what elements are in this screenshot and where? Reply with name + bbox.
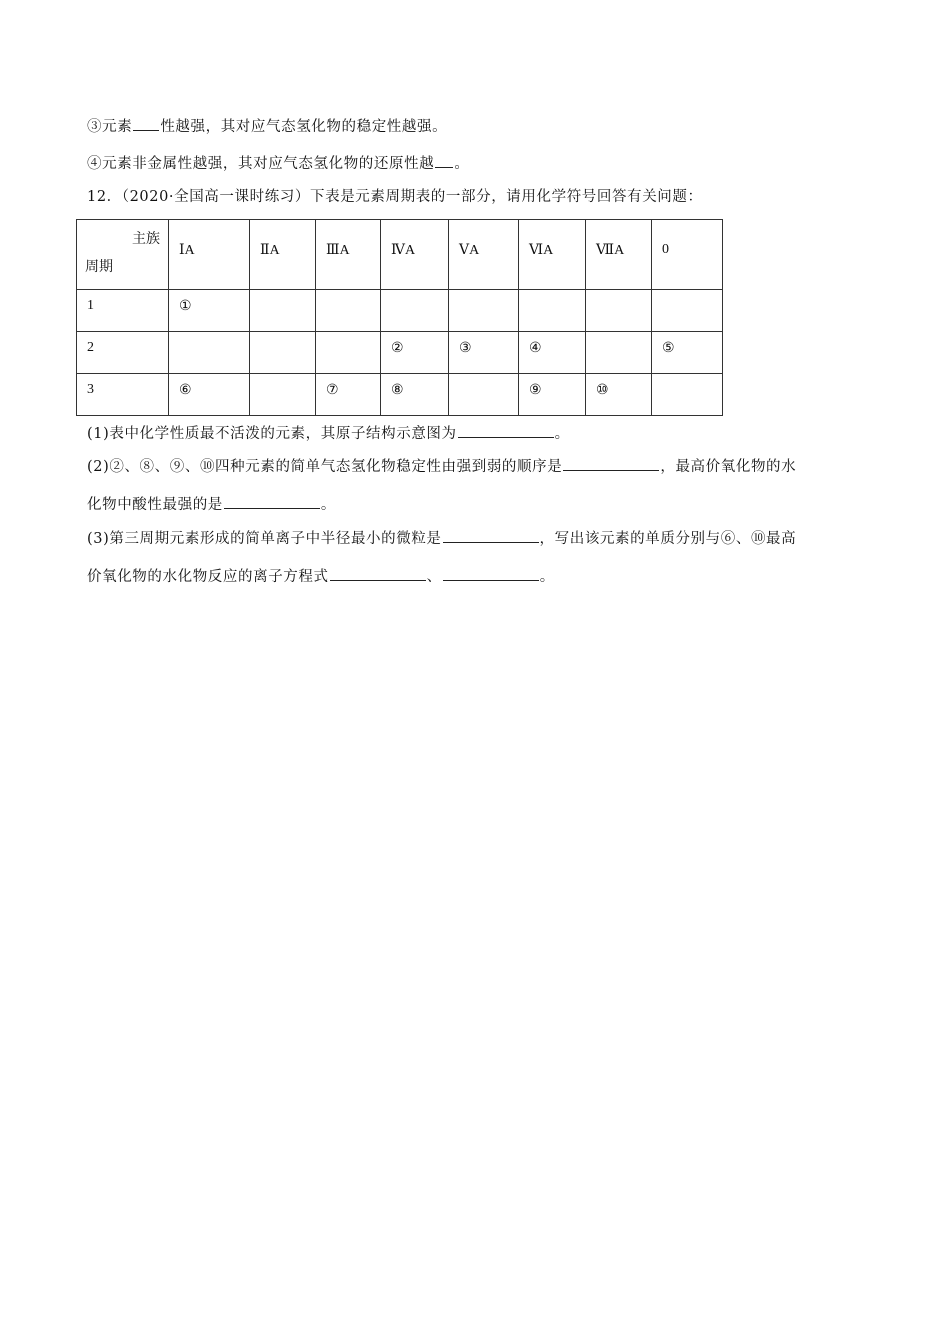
table-cell (381, 290, 449, 332)
table-cell (449, 290, 519, 332)
group-header: ⅡA (250, 220, 316, 290)
answer-blank[interactable] (224, 494, 320, 509)
table-cell (652, 290, 723, 332)
table-cell: ⑥ (169, 374, 250, 416)
answer-blank[interactable] (458, 423, 554, 438)
group-header: ⅥA (519, 220, 586, 290)
question-3-line-1 (87, 528, 796, 549)
question-2-line-2 (87, 494, 336, 515)
period-label: 1 (77, 290, 169, 332)
corner-period-label: 周期 (85, 260, 113, 275)
question-3-line-2 (87, 566, 555, 587)
question-2-text-2: 化物中酸性最强的是 (87, 497, 223, 513)
group-header: ⅠA (169, 220, 250, 290)
corner-cell (77, 220, 169, 290)
table-cell (169, 332, 250, 374)
table-cell: ⑧ (381, 374, 449, 416)
question-3-cont: ，写出该元素的单质分别与⑥、⑩最高 (539, 531, 797, 547)
table-cell (250, 374, 316, 416)
table-cell (250, 290, 316, 332)
table-cell: ② (381, 332, 449, 374)
periodic-table (76, 219, 723, 416)
period-label: 3 (77, 374, 169, 416)
group-header: ⅤA (449, 220, 519, 290)
table-cell (652, 374, 723, 416)
answer-blank[interactable] (443, 528, 539, 543)
table-cell (250, 332, 316, 374)
item-3-suffix: 性越强，其对应气态氢化物的稳定性越强。 (160, 119, 448, 135)
table-cell (449, 374, 519, 416)
table-cell (316, 332, 381, 374)
table-row (77, 332, 723, 374)
table-cell: ⑦ (316, 374, 381, 416)
item-4-prefix: ④元素非金属性越强，其对应气态氢化物的还原性越 (87, 156, 435, 172)
table-header-row (77, 220, 723, 290)
table-cell: ⑤ (652, 332, 723, 374)
group-header: ⅣA (381, 220, 449, 290)
group-header: ⅦA (586, 220, 652, 290)
item-4-suffix: 。 (454, 156, 470, 172)
answer-blank[interactable] (435, 153, 453, 168)
question-2-end: 。 (320, 497, 337, 513)
group-header: ⅢA (316, 220, 381, 290)
table-cell: ⑨ (519, 374, 586, 416)
corner-group-label: 主族 (132, 232, 160, 247)
question-1-end: 。 (554, 426, 570, 442)
question-3-text-2: 价氧化物的水化物反应的离子方程式 (87, 569, 329, 585)
question-2-cont: ，最高价氧化物的水 (660, 459, 797, 475)
group-header: 0 (652, 220, 723, 290)
question-3-sep: 、 (426, 569, 442, 585)
table-cell (316, 290, 381, 332)
table-cell (586, 332, 652, 374)
answer-blank[interactable] (330, 566, 426, 581)
answer-blank[interactable] (133, 116, 159, 131)
answer-blank[interactable] (443, 566, 539, 581)
question-3-text: (3)第三周期元素形成的简单离子中半径最小的微粒是 (87, 531, 442, 547)
table-cell (586, 290, 652, 332)
table-cell: ① (169, 290, 250, 332)
table-cell: ⑩ (586, 374, 652, 416)
table-row (77, 374, 723, 416)
period-label: 2 (77, 332, 169, 374)
table-cell: ③ (449, 332, 519, 374)
question-12-title: 12．（2020·全国高一课时练习）下表是元素周期表的一部分，请用化学符号回答有关问题： (87, 189, 703, 205)
question-1-text: (1)表中化学性质最不活泼的元素，其原子结构示意图为 (87, 426, 457, 442)
table-cell: ④ (519, 332, 586, 374)
answer-blank[interactable] (563, 456, 659, 471)
item-3-prefix: ③元素 (87, 119, 133, 135)
table-row (77, 290, 723, 332)
item-3-line (87, 116, 447, 137)
question-1 (87, 423, 570, 444)
table-cell (519, 290, 586, 332)
item-4-line (87, 153, 469, 174)
question-3-end: 。 (539, 569, 555, 585)
question-2-line-1 (87, 456, 796, 477)
question-2-text: (2)②、⑧、⑨、⑩四种元素的简单气态氢化物稳定性由强到弱的顺序是 (87, 459, 563, 475)
